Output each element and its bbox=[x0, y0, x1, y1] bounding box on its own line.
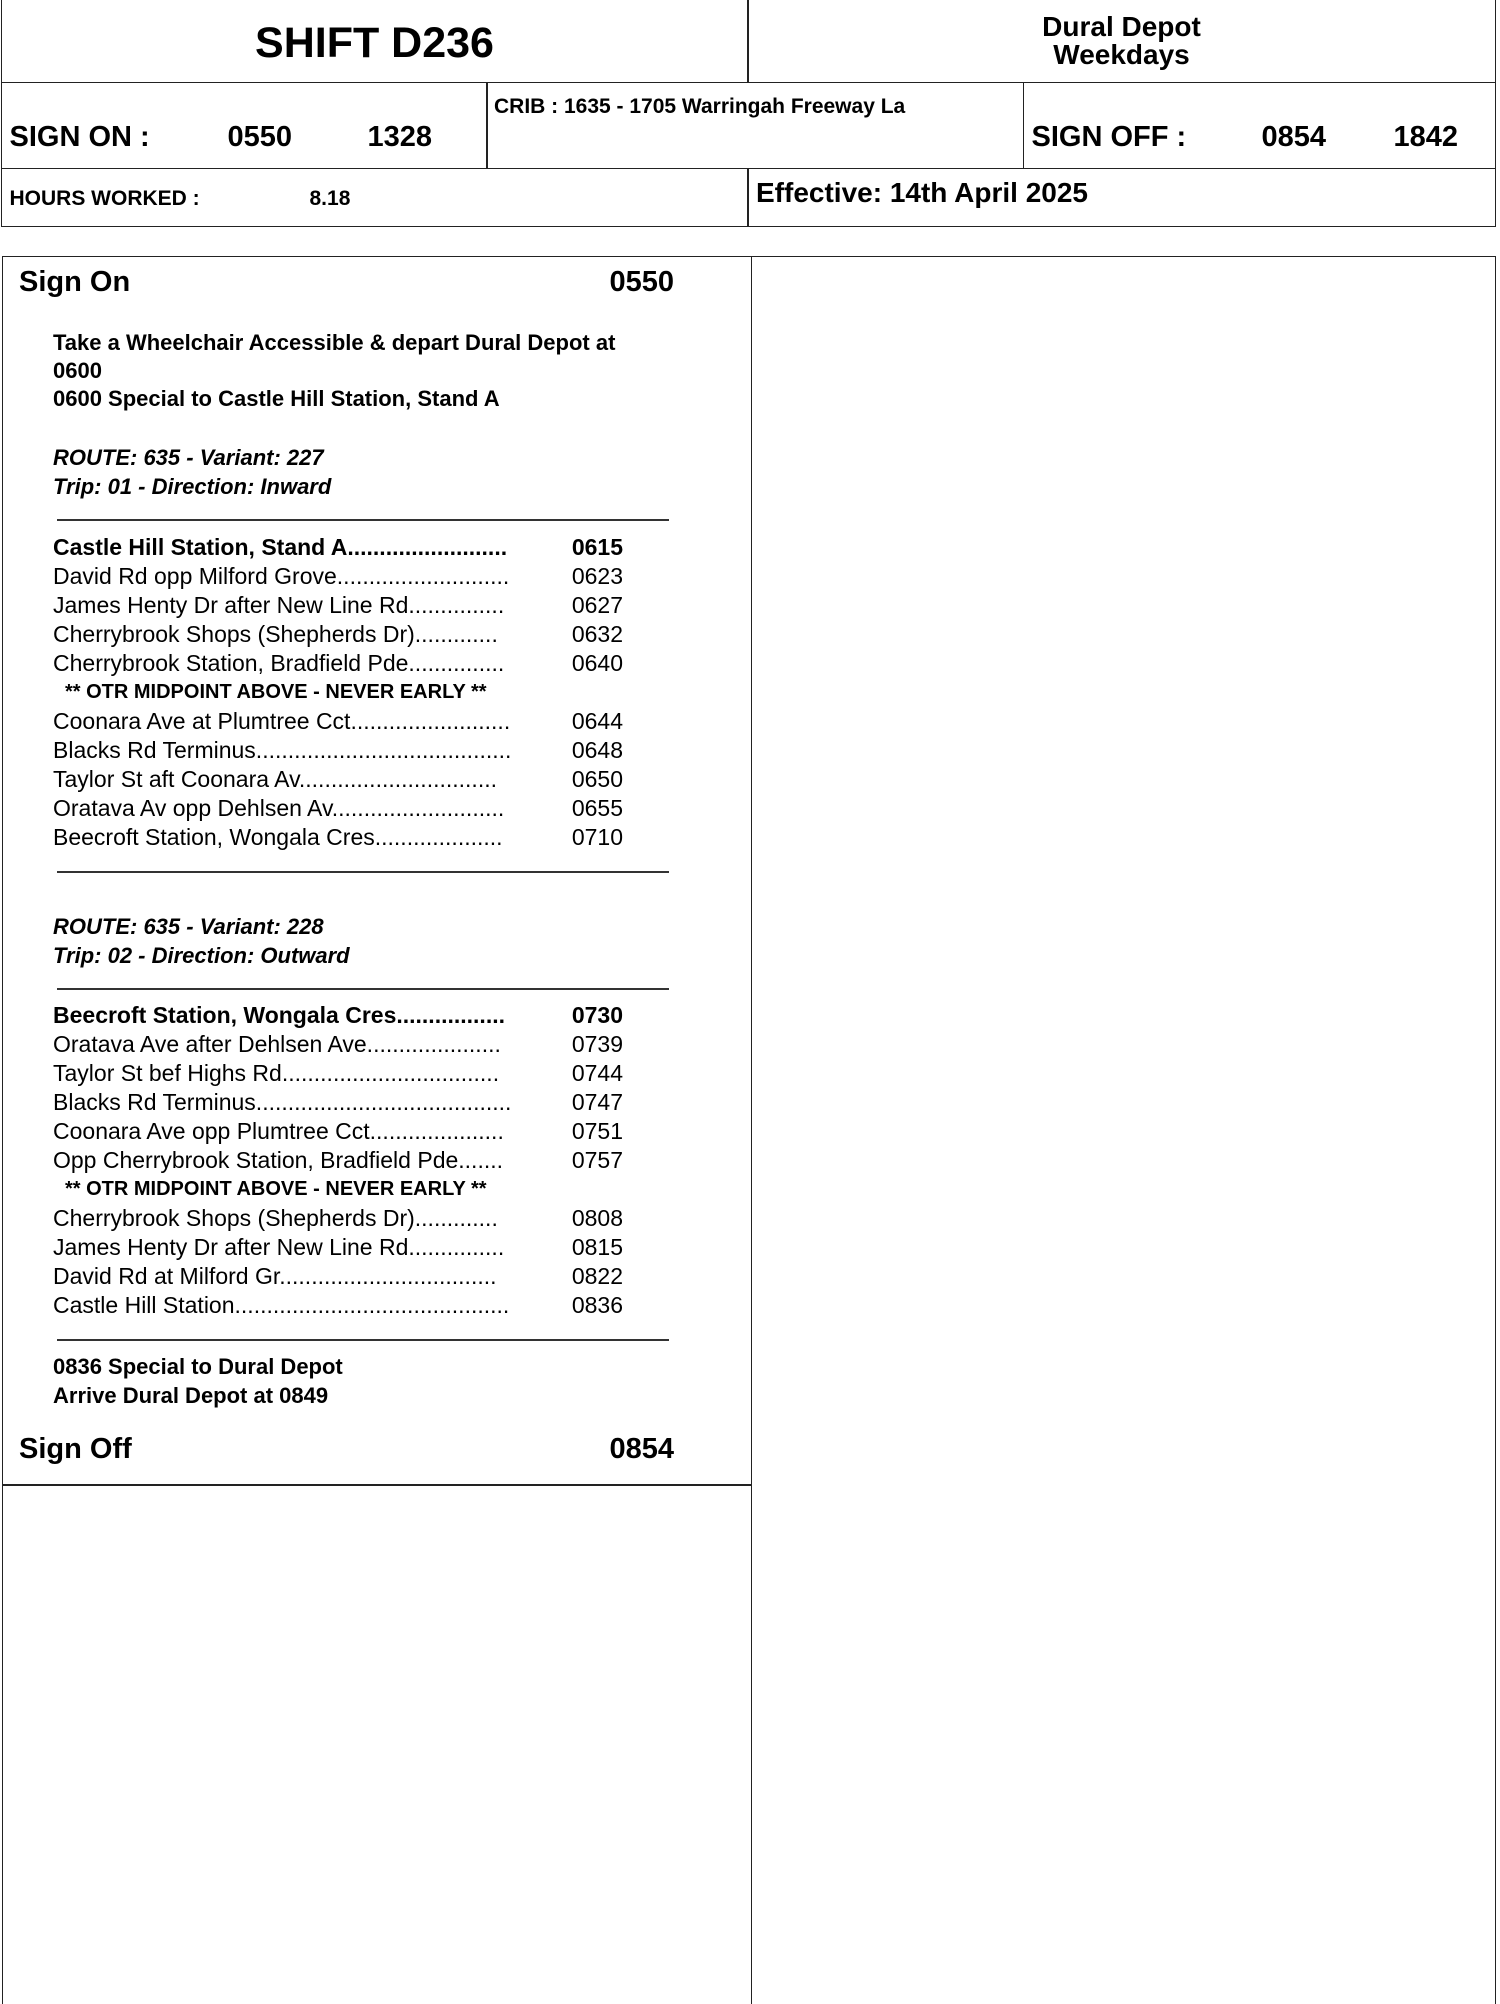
stop-time: 0644 bbox=[571, 708, 623, 734]
stop-name: Oratava Av opp Dehlsen Av........................... bbox=[53, 795, 505, 821]
stop-name: Castle Hill Station........................................... bbox=[53, 1292, 510, 1318]
sign-on-row-time: 0550 bbox=[609, 266, 674, 298]
stop-time: 0650 bbox=[571, 766, 623, 792]
divider-rule bbox=[57, 1339, 669, 1341]
stop-time: 0623 bbox=[571, 563, 623, 589]
stop-name: Opp Cherrybrook Station, Bradfield Pde....... bbox=[53, 1147, 504, 1173]
timetable-stop-row bbox=[53, 1233, 675, 1262]
sign-off-cell bbox=[1023, 82, 1497, 170]
header-row-hours bbox=[2, 169, 1496, 227]
duty-body bbox=[2, 256, 1496, 2004]
stop-time: 0744 bbox=[571, 1060, 623, 1086]
stop-name: James Henty Dr after New Line Rd............... bbox=[53, 592, 505, 618]
instruction-line: 0836 Special to Dural Depot bbox=[53, 1354, 343, 1379]
instruction-line: Take a Wheelchair Accessible & depart Dural Depot at bbox=[53, 330, 616, 355]
sign-off-time-1: 0854 bbox=[1261, 121, 1327, 153]
sign-off-time-2: 1842 bbox=[1393, 121, 1459, 153]
shift-title: SHIFT D236 bbox=[1, 0, 749, 83]
divider-rule bbox=[57, 871, 669, 873]
timetable-stop-row bbox=[53, 1291, 675, 1320]
header-row-title bbox=[2, 0, 1496, 83]
timetable-stop-row bbox=[53, 1001, 675, 1030]
sign-on-row-label: Sign On bbox=[19, 266, 131, 298]
divider-rule bbox=[57, 988, 669, 990]
stop-name: Taylor St aft Coonara Av............................... bbox=[53, 766, 497, 792]
timetable-stop-row bbox=[53, 1204, 675, 1233]
depot-name: Dural Depot bbox=[1042, 10, 1201, 42]
timetable-stop-row bbox=[53, 1030, 675, 1059]
return-instructions bbox=[53, 1352, 343, 1410]
stop-name: Cherrybrook Shops (Shepherds Dr)............. bbox=[53, 621, 498, 647]
shift-header bbox=[2, 0, 1496, 227]
timetable-stop-row bbox=[53, 1262, 675, 1291]
stop-time: 0632 bbox=[571, 621, 623, 647]
instruction-line: 0600 bbox=[53, 358, 102, 383]
stop-time: 0757 bbox=[571, 1147, 623, 1173]
timetable-stop-row bbox=[53, 649, 675, 678]
sign-off-row-label: Sign Off bbox=[19, 1433, 132, 1465]
hours-worked-value: 8.18 bbox=[309, 187, 351, 211]
departure-instructions bbox=[53, 329, 615, 413]
timetable-stop-row bbox=[53, 823, 675, 852]
timetable-stop-row bbox=[53, 707, 675, 736]
stop-name: Castle Hill Station, Stand A......................... bbox=[53, 534, 508, 560]
header-row-times bbox=[2, 83, 1496, 169]
stop-name: Cherrybrook Station, Bradfield Pde............... bbox=[53, 650, 505, 676]
hours-worked-cell bbox=[1, 168, 749, 228]
stop-name: Blacks Rd Terminus........................................ bbox=[53, 1089, 512, 1115]
sign-off-row-time: 0854 bbox=[609, 1433, 674, 1465]
stop-name: Blacks Rd Terminus........................................ bbox=[53, 737, 512, 763]
trip-1-stops bbox=[53, 533, 675, 852]
stop-time: 0751 bbox=[571, 1118, 623, 1144]
stop-time: 0640 bbox=[571, 650, 623, 676]
stop-time: 0655 bbox=[571, 795, 623, 821]
sign-on-label: SIGN ON : bbox=[9, 121, 150, 153]
stop-name: Cherrybrook Shops (Shepherds Dr)............. bbox=[53, 1205, 498, 1231]
otr-midpoint-note: ** OTR MIDPOINT ABOVE - NEVER EARLY ** bbox=[65, 1178, 487, 1200]
stop-name: James Henty Dr after New Line Rd............... bbox=[53, 1234, 505, 1260]
stop-time: 0627 bbox=[571, 592, 623, 618]
stop-name: David Rd at Milford Gr.................................. bbox=[53, 1263, 497, 1289]
timetable-stop-row bbox=[53, 1146, 675, 1175]
trip-2-stops bbox=[53, 1001, 675, 1320]
otr-midpoint-note: ** OTR MIDPOINT ABOVE - NEVER EARLY ** bbox=[65, 681, 487, 703]
stop-time: 0739 bbox=[571, 1031, 623, 1057]
route-line: ROUTE: 635 - Variant: 227 bbox=[53, 445, 324, 470]
schedule-type: Weekdays bbox=[1053, 38, 1190, 70]
stop-name: Beecroft Station, Wongala Cres................. bbox=[53, 1002, 505, 1028]
timetable-stop-row bbox=[53, 620, 675, 649]
divider-rule bbox=[57, 519, 669, 521]
trip-line: Trip: 01 - Direction: Inward bbox=[53, 474, 332, 499]
stop-name: Oratava Ave after Dehlsen Ave..................... bbox=[53, 1031, 501, 1057]
sign-off-row bbox=[19, 1433, 674, 1466]
instruction-line: 0600 Special to Castle Hill Station, Stand A bbox=[53, 386, 500, 411]
stop-time: 0747 bbox=[571, 1089, 623, 1115]
hours-worked-label: HOURS WORKED : bbox=[9, 187, 200, 211]
trip-1-heading bbox=[53, 443, 331, 501]
timetable-stop-row bbox=[53, 1117, 675, 1146]
stop-time: 0822 bbox=[571, 1263, 623, 1289]
stop-time: 0815 bbox=[571, 1234, 623, 1260]
stop-name: Coonara Ave opp Plumtree Cct..................... bbox=[53, 1118, 504, 1144]
stop-time: 0808 bbox=[571, 1205, 623, 1231]
depot-cell bbox=[747, 0, 1496, 83]
stop-time: 0836 bbox=[571, 1292, 623, 1318]
crib-cell: CRIB : 1635 - 1705 Warringah Freeway La bbox=[486, 82, 1024, 170]
timetable-stop-row bbox=[53, 1059, 675, 1088]
stop-time: 0710 bbox=[571, 824, 623, 850]
stop-name: Taylor St bef Highs Rd.................................. bbox=[53, 1060, 500, 1086]
timetable-stop-row bbox=[53, 533, 675, 562]
stop-time: 0648 bbox=[571, 737, 623, 763]
duty-column bbox=[3, 257, 751, 1486]
timetable-stop-row bbox=[53, 794, 675, 823]
sign-on-row bbox=[19, 266, 674, 299]
timetable-stop-row bbox=[53, 736, 675, 765]
instruction-line: Arrive Dural Depot at 0849 bbox=[53, 1383, 329, 1408]
timetable-stop-row bbox=[53, 765, 675, 794]
sign-off-label: SIGN OFF : bbox=[1031, 121, 1187, 153]
route-line: ROUTE: 635 - Variant: 228 bbox=[53, 914, 324, 939]
sign-on-cell bbox=[1, 82, 488, 170]
effective-date: Effective: 14th April 2025 bbox=[747, 168, 1496, 228]
trip-line: Trip: 02 - Direction: Outward bbox=[53, 943, 350, 968]
trip-2-heading bbox=[53, 912, 350, 970]
sign-on-time-1: 0550 bbox=[227, 121, 293, 153]
stop-name: Beecroft Station, Wongala Cres.................... bbox=[53, 824, 503, 850]
stop-name: David Rd opp Milford Grove........................... bbox=[53, 563, 510, 589]
timetable-stop-row bbox=[53, 591, 675, 620]
timetable-stop-row bbox=[53, 562, 675, 591]
stop-time: 0615 bbox=[571, 534, 623, 560]
sign-on-time-2: 1328 bbox=[367, 121, 433, 153]
stop-name: Coonara Ave at Plumtree Cct......................... bbox=[53, 708, 511, 734]
stop-time: 0730 bbox=[571, 1002, 623, 1028]
column-divider bbox=[751, 257, 752, 2004]
timetable-stop-row bbox=[53, 1088, 675, 1117]
